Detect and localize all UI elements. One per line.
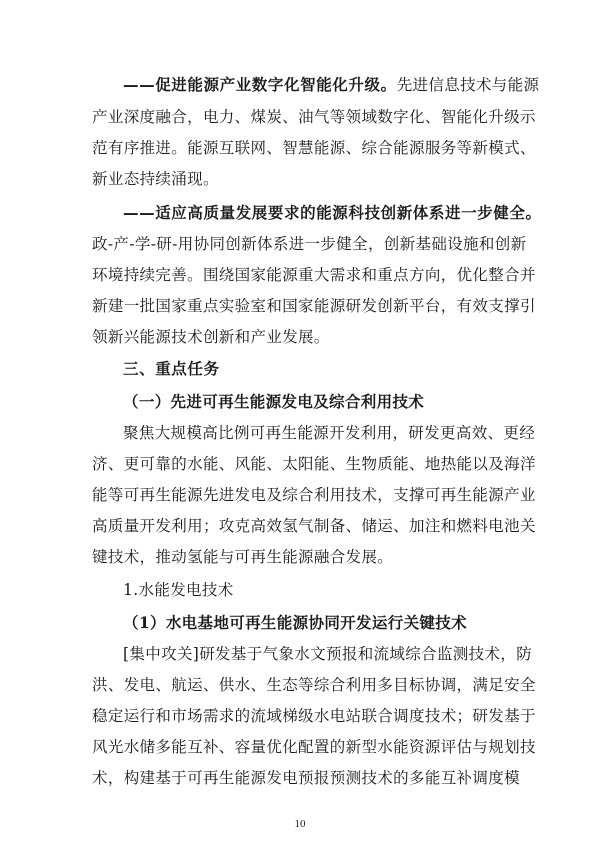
page-number: 10 bbox=[294, 818, 306, 830]
section-heading: 三、重点任务 bbox=[123, 360, 220, 378]
paragraph-2-line-1: 政-产-学-研-用协同创新体系进一步健全，创新基础设施和创新 bbox=[92, 235, 527, 253]
sub-item-heading: （1）水电基地可再生能源协同开发运行关键技术 bbox=[123, 613, 467, 632]
subsection-heading: （一）先进可再生能源发电及综合利用技术 bbox=[123, 392, 425, 411]
paragraph-2-line-3: 新建一批国家重点实验室和国家能源研发创新平台，有效支撑引 bbox=[92, 297, 536, 315]
intro-line-3: 能等可再生能源先进发电及综合利用技术，支撑可再生能源产业 bbox=[92, 486, 536, 504]
intro-line-4: 高质量开发利用；攻克高效氢气制备、储运、加注和燃料电池关 bbox=[92, 517, 536, 535]
paragraph-1-line-4: 新业态持续涌现。 bbox=[92, 170, 219, 188]
task-line-2: 洪、发电、航运、供水、生态等综合利用多目标协调，满足安全 bbox=[92, 676, 536, 694]
paragraph-1-line-1: ——促进能源产业数字化智能化升级。先进信息技术与能源 bbox=[123, 76, 540, 94]
paragraph-1-line-3: 范有序推进。能源互联网、智慧能源、综合能源服务等新模式、 bbox=[92, 139, 536, 157]
task-line-5: 术，构建基于可再生能源发电预报预测技术的多能互补调度模 bbox=[92, 769, 520, 787]
paragraph-1-line-2: 产业深度融合，电力、煤炭、油气等领域数字化、智能化升级示 bbox=[92, 108, 536, 126]
item-heading: 1.水能发电技术 bbox=[123, 581, 234, 599]
intro-line-5: 键技术，推动氢能与可再生能源融合发展。 bbox=[92, 548, 394, 566]
task-line-1: [集中攻关]研发基于气象水文预报和流域综合监测技术，防 bbox=[123, 645, 533, 663]
intro-line-1: 聚焦大规模高比例可再生能源开发利用，研发更高效、更经 bbox=[123, 424, 536, 442]
task-line-4: 风光水储多能互补、容量优化配置的新型水能资源评估与规划技 bbox=[92, 738, 536, 756]
paragraph-2-lead: ——适应高质量发展要求的能源科技创新体系进一步健全。 bbox=[123, 204, 542, 222]
paragraph-2-line-2: 环境持续完善。围绕国家能源重大需求和重点方向，优化整合并 bbox=[92, 266, 536, 284]
paragraph-2-line-4: 领新兴能源技术创新和产业发展。 bbox=[92, 328, 330, 346]
intro-line-2: 济、更可靠的水能、风能、太阳能、生物质能、地热能以及海洋 bbox=[92, 455, 536, 473]
paragraph-1-lead: ——促进能源产业数字化智能化升级。 bbox=[123, 76, 397, 94]
task-line-3: 稳定运行和市场需求的流域梯级水电站联合调度技术；研发基于 bbox=[92, 707, 536, 725]
